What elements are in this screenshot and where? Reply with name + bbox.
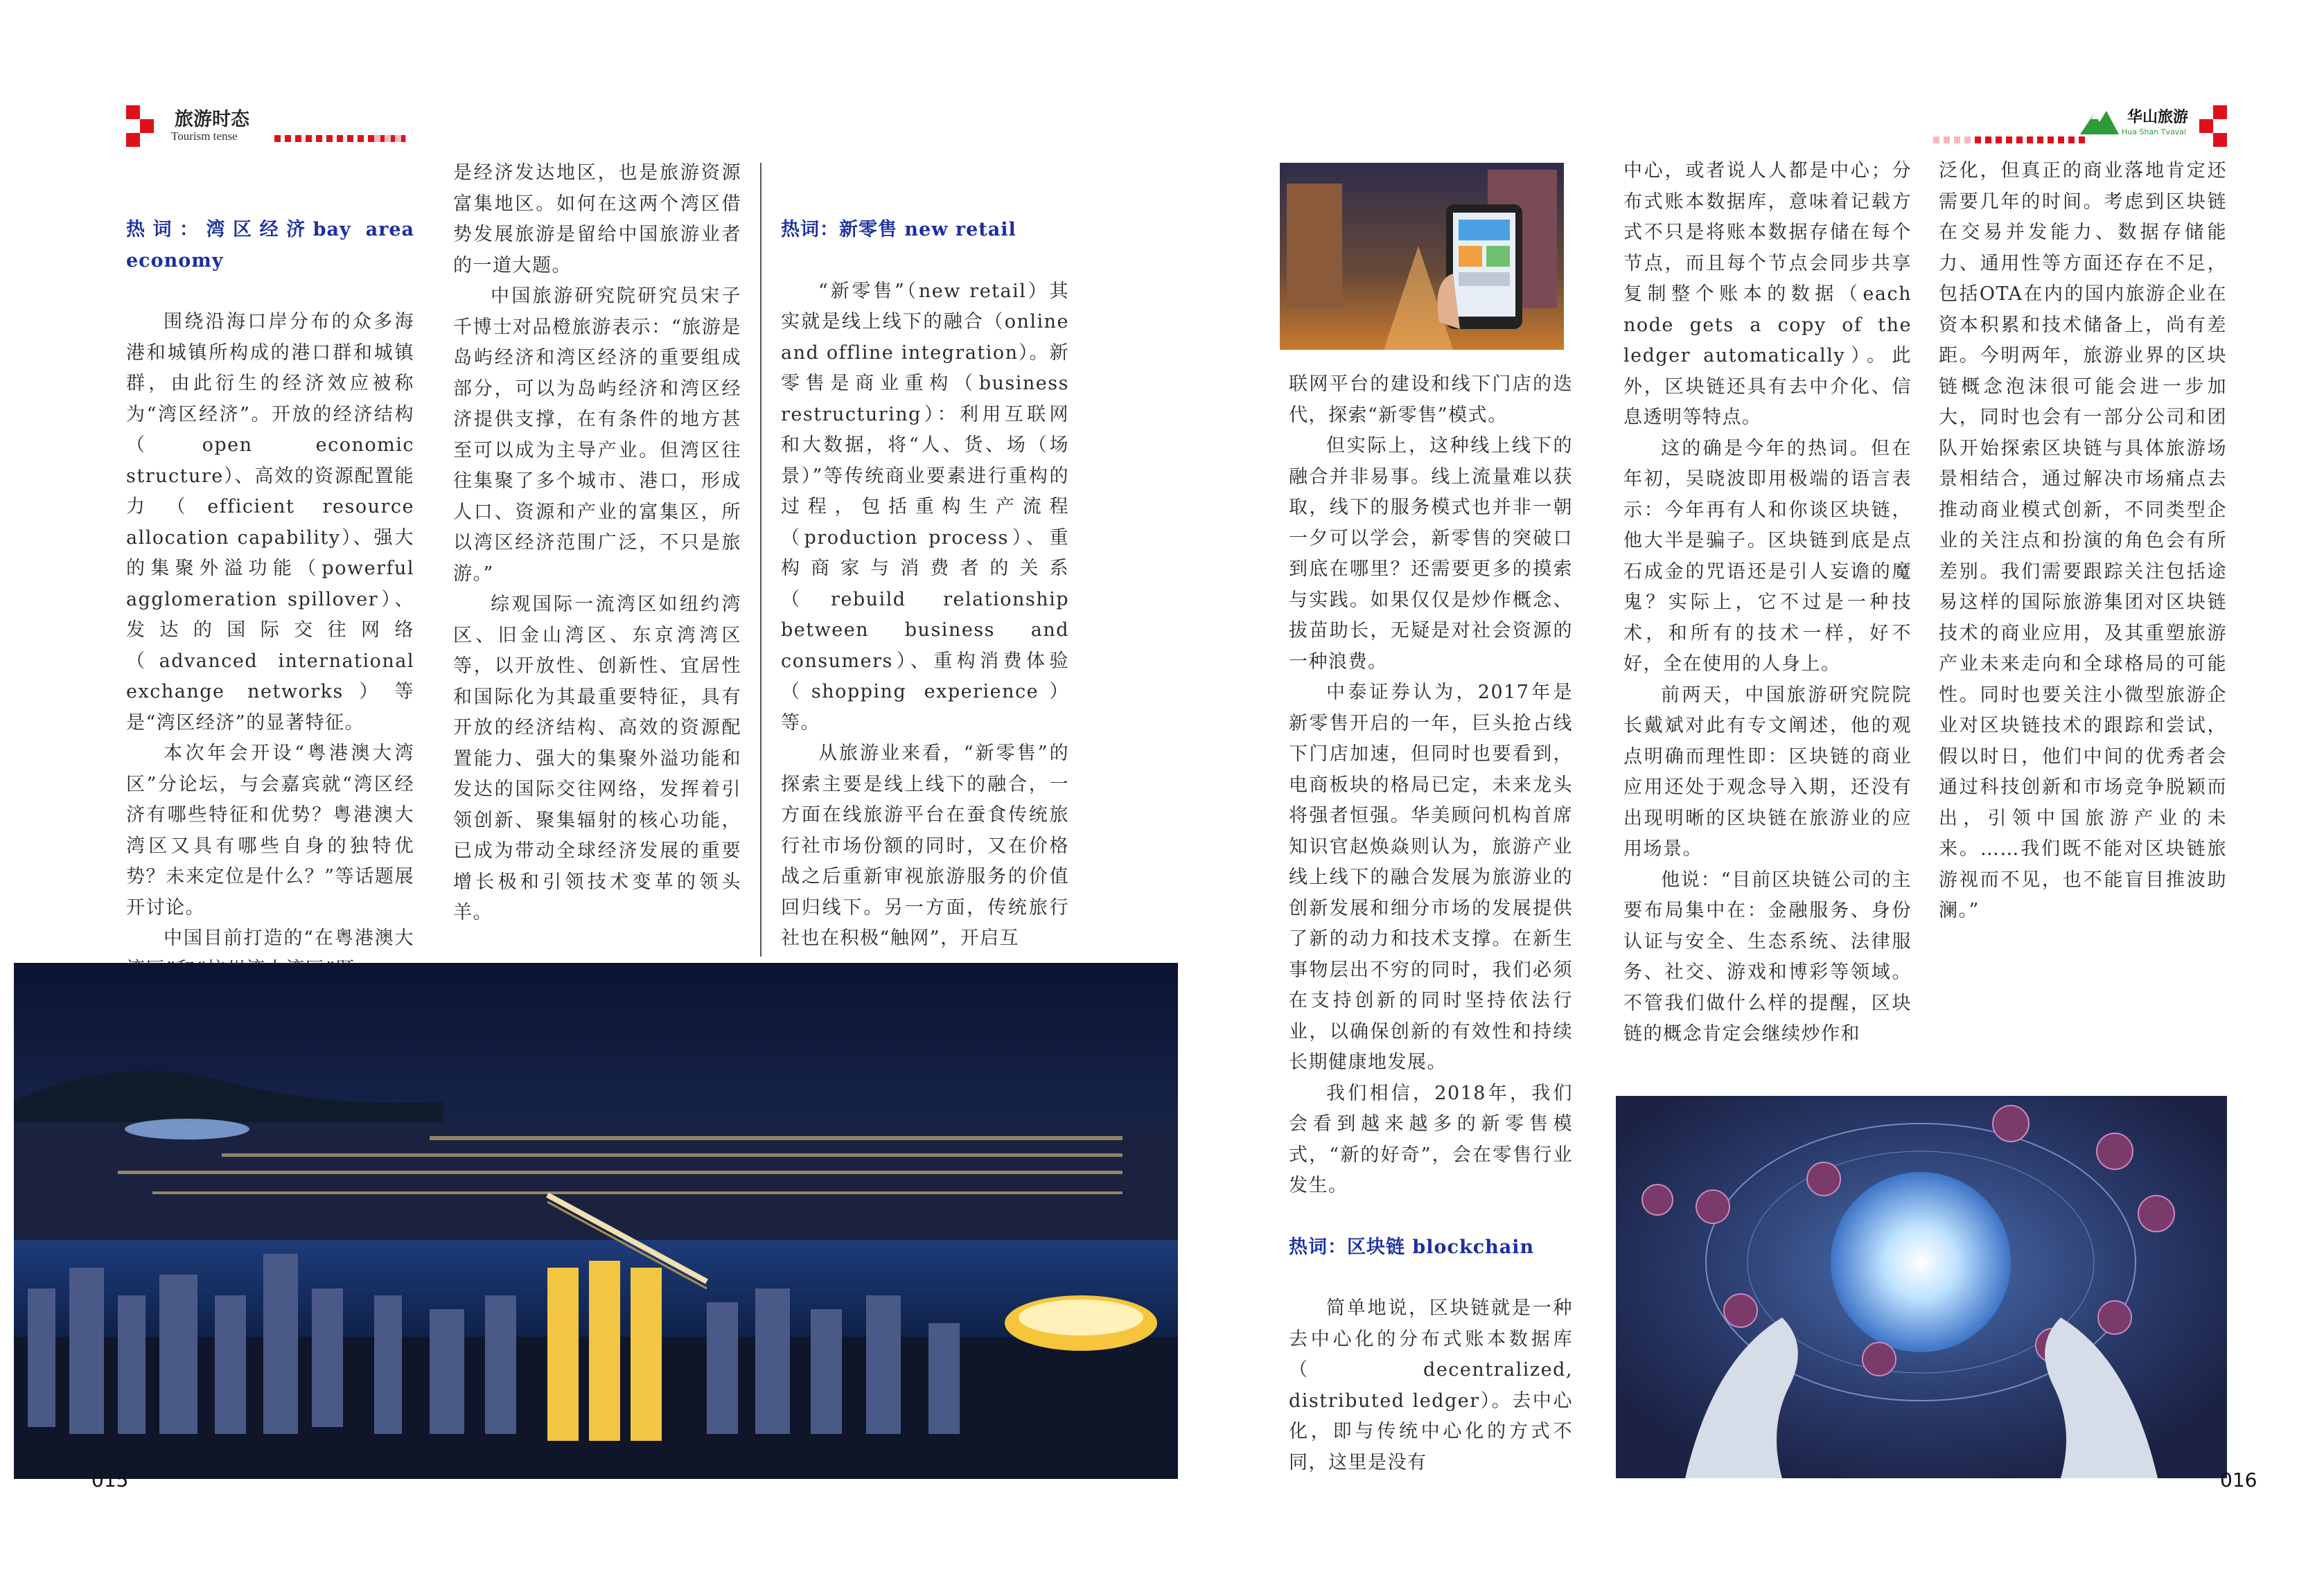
section-title: 旅游时态 (175, 109, 249, 130)
paragraph: 围绕沿海口岸分布的众多海港和城镇所构成的港口群和城镇群，由此衍生的经济效应被称为“湾区经济”。开放的经济结构（open economic structure）、高效的资源配置能力（efficient resource allocation capability）、强大的集聚外溢功能（powerful agglomeration spillover）、发达的国际交往网络（advanced international exchange networks）等是“湾区经济”的显著特征。 (126, 311, 414, 734)
mountain-logo-icon (2079, 108, 2120, 136)
hot-word-heading-bay-area: 热词：湾区经济bay area economy (126, 219, 414, 272)
paragraph: 从旅游业来看，“新零售”的探索主要是线上线下的融合，一方面在线旅游平台在蚕食传统旅行社市场份额的同时，又在价格战之后重新审视旅游服务的价值回归线下。另一方面，传统旅行社也在积极“触网”，开启互 (781, 743, 1069, 949)
paragraph: 联网平台的建设和线下门店的迭代，探索“新零售”模式。 (1289, 373, 1573, 426)
paragraph: 前两天，中国旅游研究院院长戴斌对此有专文阐述，他的观点明确而理性即：区块链的商业应用还处于观念导入期，还没有出现明晰的区块链在旅游业的应用场景。 (1623, 684, 1912, 860)
text-column-1 (126, 215, 414, 985)
paragraph: 简单地说，区块链就是一种去中心化的分布式账本数据库（decentralized, distributed ledger）。去中心化，即与传统中心化的方式不同，这里是没有 (1289, 1297, 1573, 1473)
text-column-5 (1623, 156, 1912, 1050)
text-column-3 (781, 215, 1069, 955)
logo-text-cn: 华山旅游 (2127, 109, 2189, 126)
text-column-2 (453, 158, 741, 929)
paragraph: 中心，或者说人人都是中心；分布式账本数据库，意味着记载方式不只是将账本数据存储在每个节点，而且每个节点会同步共享复制整个账本的数据（each node gets a copy of the ledger automatically）。此外，区块链还具有去中介化、信息透明等特点。 (1623, 160, 1912, 428)
hot-word-heading-blockchain: 热词：区块链 blockchain (1289, 1236, 1535, 1258)
paragraph: 这的确是今年的热词。但在年初，吴晓波即用极端的语言表示：今年再有人和你谈区块链，他大半是骗子。区块链到底是点石成金的咒语还是引人妄谵的魔鬼？实际上，它不过是一种技术，和所有的技术一样，好不好，全在使用的人身上。 (1623, 437, 1912, 675)
hot-word-heading-new-retail: 热词：新零售 new retail (781, 219, 1016, 240)
paragraph: 本次年会开设“粤港澳大湾区”分论坛，与会嘉宾就“湾区经济有哪些特征和优势？粤港澳大湾区又具有哪些自身的独特优势？未来定位是什么？”等话题展开讨论。 (126, 743, 414, 919)
paragraph: 泛化，但真正的商业落地肯定还需要几年的时间。考虑到区块链在交易并发能力、数据存储能力、通用性等方面还存在不足，包括OTA在内的国内旅游企业在资本积累和技术储备上，尚有差距。今明两年，旅游业界的区块链概念泡沫很可能会进一步加大，同时也会有一部分公司和团队开始探索区块链与具体旅游场景相结合，通过解决市场痛点去推动商业模式创新，不同类型企业的关注点和扮演的角色会有所差别。我们需要跟踪关注包括途易这样的国际旅游集团对区块链技术的商业应用，及其重塑旅游产业未来走向和全球格局的可能性。同时也要关注小微型旅游企业对区块链技术的跟踪和尝试，假以时日，他们中间的优秀者会通过科技创新和市场竞争脱颖而出，引领中国旅游产业的未来。……我们既不能对区块链旅游视而不见，也不能盲目推波助澜。” (1939, 160, 2227, 921)
paragraph: 我们相信，2018年，我们会看到越来越多的新零售模式，“新的好奇”，会在零售行业发生。 (1289, 1082, 1573, 1196)
text-column-6 (1939, 156, 2227, 927)
paragraph: 综观国际一流湾区如纽约湾区、旧金山湾区、东京湾湾区等，以开放性、创新性、宜居性和国际化为其最重要特征，具有开放的经济结构、高效的资源配置能力、强大的集聚外溢功能和发达的国际交往网络，发挥着引领创新、聚集辐射的核心功能，已成为带动全球经济发展的重要增长极和引领技术变革的领头羊。 (453, 594, 741, 923)
text-column-4 (1289, 369, 1573, 1478)
header-red-square (2213, 105, 2227, 119)
header-red-square (126, 133, 140, 147)
paragraph: 是经济发达地区，也是旅游资源富集地区。如何在这两个湾区借势发展旅游是留给中国旅游业者的一道大题。 (453, 162, 741, 276)
hands-globe-network-photo (1616, 1096, 2227, 1478)
section-subtitle: Tourism tense (171, 130, 238, 143)
column-divider (760, 163, 762, 957)
logo-text-en: Hua Shan Tvaval (2122, 127, 2186, 136)
header-red-square (140, 119, 154, 133)
paragraph: “新零售”（new retail）其实就是线上线下的融合（online and offline integration）。新零售是商业重构（business restructuring）：利用互联网和大数据，将“人、货、场（场景）”等传统商业要素进行重构的过程，包括重构生产流程（production process）、重构商家与消费者的关系（rebuild relationship between business and consumers）、重构消费体验（shopping experience）等。 (781, 280, 1069, 734)
bay-city-night-photo (14, 963, 1178, 1479)
paragraph: 中国目前打造的“在粤港澳大 (164, 928, 414, 949)
smartphone-city-photo (1280, 163, 1564, 350)
paragraph: 他说：“目前区块链公司的主要布局集中在：金融服务、身份认证与安全、生态系统、法律服务、社交、游戏和博彩等领域。不管我们做什么样的提醒，区块链的概念肯定会继续炒作和 (1623, 869, 1912, 1045)
paragraph: 但实际上，这种线上线下的融合并非易事。线上流量难以获取，线下的服务模式也并非一朝一夕可以学会，新零售的突破口到底在哪里？还需要更多的摸索与实践。如果仅仅是炒作概念、拔苗助长，无疑是对社会资源的一种浪费。 (1289, 435, 1573, 673)
page-number-right: 016 (2220, 1469, 2257, 1491)
header-red-square (126, 105, 140, 119)
header-red-square (2213, 133, 2227, 147)
header-dotted-rule-fade (374, 135, 406, 142)
header-red-square (2199, 119, 2213, 133)
paragraph: 中国旅游研究院研究员宋子千博士对品橙旅游表示：“旅游是岛屿经济和湾区经济的重要组成部分，可以为岛屿经济和湾区经济提供支撑，在有条件的地方甚至可以成为主导产业。但湾区往往集聚了多个城市、港口，形成人口、资源和产业的富集区，所以湾区经济范围广泛，不只是旅游。” (453, 285, 741, 585)
page-number-left: 015 (91, 1469, 129, 1491)
header-dotted-rule-fade (1933, 136, 1975, 143)
logo (2079, 105, 2197, 144)
paragraph: 中泰证券认为，2017年是新零售开启的一年，巨头抢占线下门店加速，但同时也要看到，电商板块的格局已定，未来龙头将强者恒强。华美顾问机构首席知识官赵焕焱则认为，旅游产业线上线下的融合发展为旅游业的创新发展和细分市场的发展提供了新的动力和技术支撑。在新生事物层出不穷的同时，我们必须在支持创新的同时坚持依法行业，以确保创新的有效性和持续长期健康地发展。 (1289, 682, 1573, 1073)
